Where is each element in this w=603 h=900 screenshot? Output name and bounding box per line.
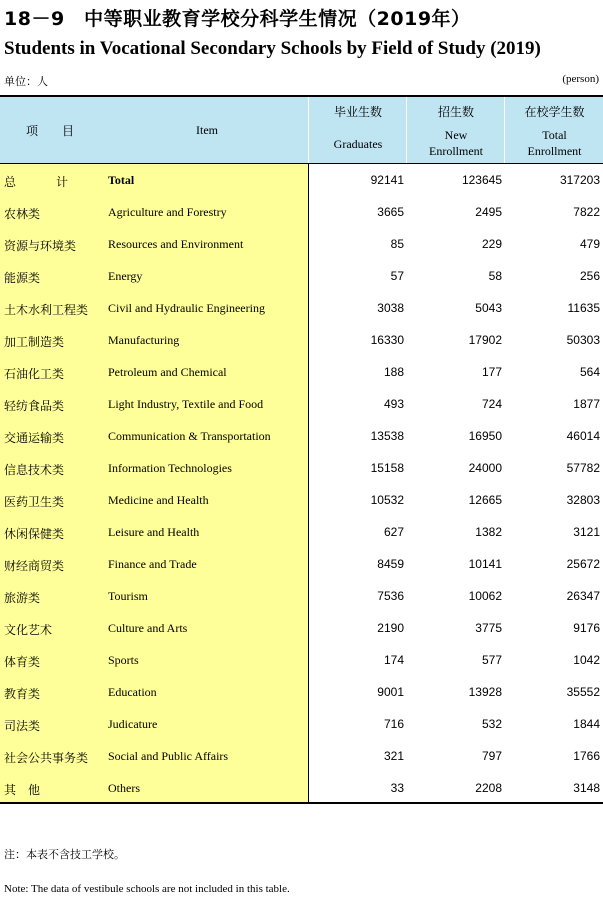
total-enrollment-value: 32803	[566, 493, 600, 507]
row-label-en: Finance and Trade	[108, 557, 197, 571]
row-label-en: Social and Public Affairs	[108, 749, 229, 763]
row-label-cn: 其 他	[4, 783, 41, 797]
row-label-en: Medicine and Health	[108, 493, 209, 507]
table-row	[0, 196, 603, 228]
new-enrollment-value: 17902	[468, 333, 502, 347]
note-en: Note: The data of vestibule schools are not included in this table.	[4, 883, 290, 895]
total-enrollment-value: 46014	[566, 429, 600, 443]
header-new-enrollment	[406, 97, 505, 163]
row-label-cn: 财经商贸类	[4, 559, 65, 573]
header-graduates-en: Graduates	[333, 137, 383, 151]
total-enrollment-value: 479	[579, 237, 600, 251]
row-label-cn: 总 计	[4, 175, 83, 189]
new-enrollment-value: 13928	[468, 685, 502, 699]
new-enrollment-value: 229	[481, 237, 502, 251]
new-enrollment-value: 2495	[475, 205, 502, 219]
table-row	[0, 612, 603, 644]
row-label-cn: 交通运输类	[4, 431, 65, 445]
unit-label-cn: 单位：人	[4, 75, 48, 88]
graduates-value: 10532	[370, 493, 404, 507]
header-total-enrollment	[504, 97, 603, 163]
table-row	[0, 292, 603, 324]
row-label-cn: 资源与环境类	[4, 239, 77, 253]
graduates-value: 2190	[377, 621, 404, 635]
row-label-en: Sports	[108, 653, 139, 667]
row-label-en: Tourism	[108, 589, 148, 603]
table-title-cn: 18－9 中等职业教育学校分科学生情况（2019年）	[4, 8, 471, 30]
new-enrollment-value: 177	[481, 365, 502, 379]
new-enrollment-value: 532	[481, 717, 502, 731]
total-enrollment-value: 1877	[573, 397, 600, 411]
new-enrollment-value: 12665	[468, 493, 502, 507]
row-label-cn: 休闲保健类	[4, 527, 65, 541]
table-row	[0, 772, 603, 804]
graduates-value: 16330	[370, 333, 404, 347]
graduates-value: 57	[390, 269, 404, 283]
graduates-value: 8459	[377, 557, 404, 571]
total-enrollment-value: 1844	[573, 717, 600, 731]
new-enrollment-value: 577	[481, 653, 502, 667]
graduates-value: 13538	[370, 429, 404, 443]
total-enrollment-value: 57782	[566, 461, 600, 475]
new-enrollment-value: 3775	[475, 621, 502, 635]
graduates-value: 15158	[370, 461, 404, 475]
total-enrollment-value: 3148	[573, 781, 600, 795]
total-enrollment-value: 256	[579, 269, 600, 283]
row-label-cn: 信息技术类	[4, 463, 65, 477]
graduates-value: 188	[383, 365, 404, 379]
header-graduates-cn: 毕业生数	[333, 105, 382, 119]
table-header	[0, 97, 603, 164]
graduates-value: 321	[383, 749, 404, 763]
total-row	[0, 164, 603, 196]
total-enrollment-value: 1766	[573, 749, 600, 763]
row-label-en: Judicature	[108, 717, 158, 731]
row-label-cn: 司法类	[4, 719, 41, 733]
total-enrollment-value: 317203	[559, 173, 600, 187]
row-label-en: Education	[108, 685, 157, 699]
header-total-en-2: Enrollment	[527, 144, 582, 158]
graduates-value: 3038	[377, 301, 404, 315]
total-enrollment-value: 26347	[566, 589, 600, 603]
table-bottom-rule	[0, 802, 603, 804]
header-new-en-1: New	[444, 128, 468, 142]
table-row	[0, 484, 603, 516]
graduates-value: 716	[383, 717, 404, 731]
graduates-value: 92141	[370, 173, 404, 187]
total-enrollment-value: 25672	[566, 557, 600, 571]
table-row	[0, 580, 603, 612]
new-enrollment-value: 724	[481, 397, 502, 411]
note-cn: 注：本表不含技工学校。	[4, 848, 125, 861]
header-new-cn: 招生数	[437, 105, 474, 119]
graduates-value: 493	[383, 397, 404, 411]
total-enrollment-value: 3121	[573, 525, 600, 539]
row-label-en: Agriculture and Forestry	[108, 205, 227, 219]
table-row	[0, 740, 603, 772]
unit-label-en: (person)	[562, 73, 599, 85]
total-enrollment-value: 50303	[566, 333, 600, 347]
graduates-value: 174	[383, 653, 404, 667]
new-enrollment-value: 10141	[468, 557, 502, 571]
table-row	[0, 708, 603, 740]
table-title-en: Students in Vocational Secondary Schools by Field of Study (2019)	[4, 38, 541, 59]
total-enrollment-value: 9176	[573, 621, 600, 635]
header-item-en: Item	[196, 122, 218, 137]
new-enrollment-value: 58	[488, 269, 502, 283]
new-enrollment-value: 1382	[475, 525, 502, 539]
row-label-cn: 轻纺食品类	[4, 399, 65, 413]
row-label-en: Resources and Environment	[108, 237, 244, 251]
graduates-value: 33	[390, 781, 404, 795]
row-label-en: Light Industry, Textile and Food	[108, 397, 264, 411]
graduates-value: 3665	[377, 205, 404, 219]
total-enrollment-value: 11635	[567, 301, 600, 315]
header-item-cn: 项 目	[25, 123, 80, 138]
total-enrollment-value: 1042	[573, 653, 600, 667]
table-row	[0, 260, 603, 292]
row-label-en: Manufacturing	[108, 333, 180, 347]
row-label-en: Others	[108, 781, 140, 795]
row-label-en: Communication & Transportation	[108, 429, 271, 443]
graduates-value: 627	[383, 525, 404, 539]
new-enrollment-value: 2208	[475, 781, 502, 795]
row-label-cn: 旅游类	[4, 591, 41, 605]
row-label-en: Energy	[108, 269, 143, 283]
new-enrollment-value: 16950	[468, 429, 502, 443]
graduates-value: 9001	[377, 685, 404, 699]
row-label-en: Total	[108, 173, 135, 187]
row-label-cn: 土木水利工程类	[4, 303, 89, 317]
row-label-en: Information Technologies	[108, 461, 232, 475]
new-enrollment-value: 123645	[461, 173, 502, 187]
table-row	[0, 452, 603, 484]
row-label-cn: 社会公共事务类	[4, 751, 89, 765]
row-label-cn: 文化艺术	[4, 623, 53, 637]
header-new-en-2: Enrollment	[429, 144, 483, 158]
row-label-cn: 教育类	[4, 687, 41, 701]
row-label-cn: 医药卫生类	[4, 495, 65, 509]
row-label-en: Culture and Arts	[108, 621, 188, 635]
new-enrollment-value: 10062	[468, 589, 502, 603]
graduates-value: 85	[390, 237, 404, 251]
table-row	[0, 420, 603, 452]
table-row	[0, 388, 603, 420]
table-row	[0, 228, 603, 260]
graduates-value: 7536	[377, 589, 404, 603]
new-enrollment-value: 24000	[468, 461, 502, 475]
table-row	[0, 676, 603, 708]
table-row	[0, 516, 603, 548]
total-enrollment-value: 564	[579, 365, 600, 379]
row-label-en: Leisure and Health	[108, 525, 200, 539]
new-enrollment-value: 5043	[475, 301, 502, 315]
table-row	[0, 356, 603, 388]
header-graduates	[308, 97, 407, 163]
new-enrollment-value: 797	[481, 749, 502, 763]
row-label-en: Petroleum and Chemical	[108, 365, 227, 379]
header-total-cn: 在校学生数	[524, 105, 585, 119]
header-total-en-1: Total	[542, 128, 567, 142]
table-row	[0, 548, 603, 580]
table-row	[0, 644, 603, 676]
row-label-cn: 能源类	[4, 271, 41, 285]
row-label-cn: 农林类	[4, 207, 41, 221]
table-row	[0, 324, 603, 356]
row-label-cn: 石油化工类	[4, 367, 65, 381]
row-label-cn: 加工制造类	[4, 335, 65, 349]
total-enrollment-value: 35552	[566, 685, 600, 699]
row-label-en: Civil and Hydraulic Engineering	[108, 301, 265, 315]
total-enrollment-value: 7822	[573, 205, 600, 219]
row-label-cn: 体育类	[4, 655, 41, 669]
